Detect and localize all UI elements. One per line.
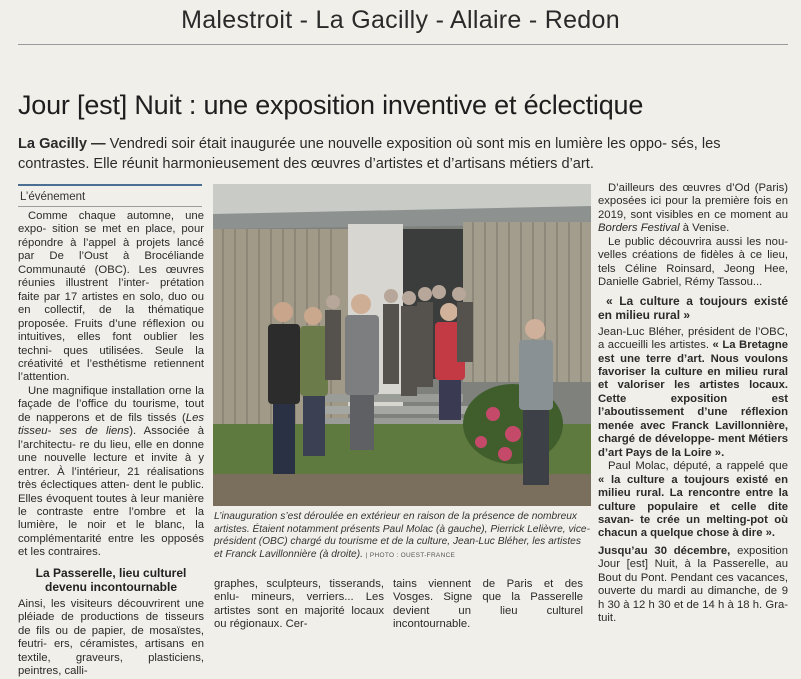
event-info: Jusqu’au 30 décembre, exposition Jour [est] Nuit, à la Passerelle, au Bout du Pont. Pendant ces vacances, ouverte du mardi au dimanche, de 9 h 30 à 12 h 30 et de 14 h à 18 h. Gra- tuit. bbox=[598, 544, 788, 625]
article-column-2-bottom bbox=[214, 578, 384, 632]
section-header: Malestroit - La Gacilly - Allaire - Redon bbox=[181, 6, 620, 34]
kicker-label: L’événement bbox=[20, 191, 86, 203]
paragraph: Le public découvrira aussi les nou- velles créations de fidèles à ce lieu, tels Céline Roinsard, Jeong Hee, Danielle Gabriel, Rémy Tassou... bbox=[598, 235, 788, 289]
paragraph: Comme chaque automne, une expo- sition se met en place, pour répondre à l’appel à projets lancé par De l’Oust à Brocéliande Communauté (OBC). Les œuvres réunies illustrent l’inter- prétation faite par 17 artistes en solo, duo ou en collectif, de la thématique proposée. Fruits d’une réflexion ou intuitives, elles font oublier les techni- ques utilisées. Seule la créativité et l’esthétisme retiennent l’attention. bbox=[18, 210, 204, 384]
paragraph: Paul Molac, député, a rappelé que « la culture a toujours existé en milieu rural. La rencontre entre la culture populaire et celle dite savan- te crée un melting-pot où chacun a quelque chose à dire ». bbox=[598, 460, 788, 540]
article-column-right bbox=[598, 182, 788, 626]
article-column-1 bbox=[18, 210, 204, 679]
kicker-rule bbox=[18, 184, 202, 186]
paragraph: tains viennent de Paris et des Vosges. Signe que la Passerelle devient un lieu culturel incontournable. bbox=[393, 578, 583, 631]
photo-illustration bbox=[213, 184, 591, 506]
article-column-3-bottom bbox=[393, 578, 583, 632]
paragraph: D’ailleurs des œuvres d’Od (Paris) exposées ici pour la première fois en 2019, sont visibles en ce moment au Borders Festival à Venise. bbox=[598, 182, 788, 235]
quote-heading: « La culture a toujours existé en milieu rural » bbox=[598, 293, 788, 322]
paragraph: Jean-Luc Bléher, président de l’OBC, a accueilli les artistes. « La Bretagne est une terre d’art. Nous voulons favoriser la culture en milieu rural et valoriser les artistes locaux. Cette exposition est l’aboutissement d’une réflexion menée avec Franck Lavillonnière, chargé de développe- ment Métiers d’art Pays de la Loire ». bbox=[598, 325, 788, 459]
photo-credit: | PHOTO : OUEST-FRANCE bbox=[365, 551, 456, 559]
lead-dateline: La Gacilly — bbox=[18, 136, 106, 152]
lead-text: Vendredi soir était inaugurée une nouvelle exposition où sont mis en lumière les oppo- sés, les contrastes. Elle réunit harmonieusement des œuvres d’artistes et d’artisans métiers d’art. bbox=[18, 136, 721, 172]
headline: Jour [est] Nuit : une exposition inventive et éclectique bbox=[18, 90, 644, 120]
header-rule bbox=[18, 44, 788, 45]
paragraph: graphes, sculpteurs, tisserands, enlu- mineurs, verriers... Les artistes sont en majorité locaux ou régionaux. Cer- bbox=[214, 578, 384, 631]
lead-paragraph bbox=[18, 134, 788, 174]
paragraph: Une magnifique installation orne la façade de l’office du tourisme, tout de napperons et de fils tissés (Les tisseu- ses de liens). Associée à l’architectu- re du lieu, elle en donne une nouvelle lecture et invite à y entrer. À l’intérieur, 21 réalisations très éclectiques atten- dent le public. Elles évoquent toutes à leur manière le contraste entre l’ombre et la lumière, le noir et le blanc, la complémentarité entre les opposés et les contraires. bbox=[18, 384, 204, 559]
photo-caption: L’inauguration s’est déroulée en extérieur en raison de la présence de nombreux artistes. Étaient notamment présents Paul Molac (à gauche), Pierrick Lelièvre, vice-président (OBC) chargé du tourisme et de la culture, Jean-Luc Bléher, les artistes et Franck Lavillonnière (à droite). | PHOTO : OUEST-FRANCE bbox=[214, 511, 590, 560]
subheading: La Passerelle, lieu culturel devenu incontournable bbox=[35, 565, 187, 594]
paragraph: Ainsi, les visiteurs découvrirent une pléiade de productions de tisseurs de fils ou de papier, de mosaïstes, feutri- ers, céramistes, artisans en textile, graveurs, plasticiens, peintres, calli- bbox=[18, 597, 204, 678]
inauguration-photo bbox=[213, 184, 591, 506]
kicker-underline bbox=[18, 206, 202, 207]
